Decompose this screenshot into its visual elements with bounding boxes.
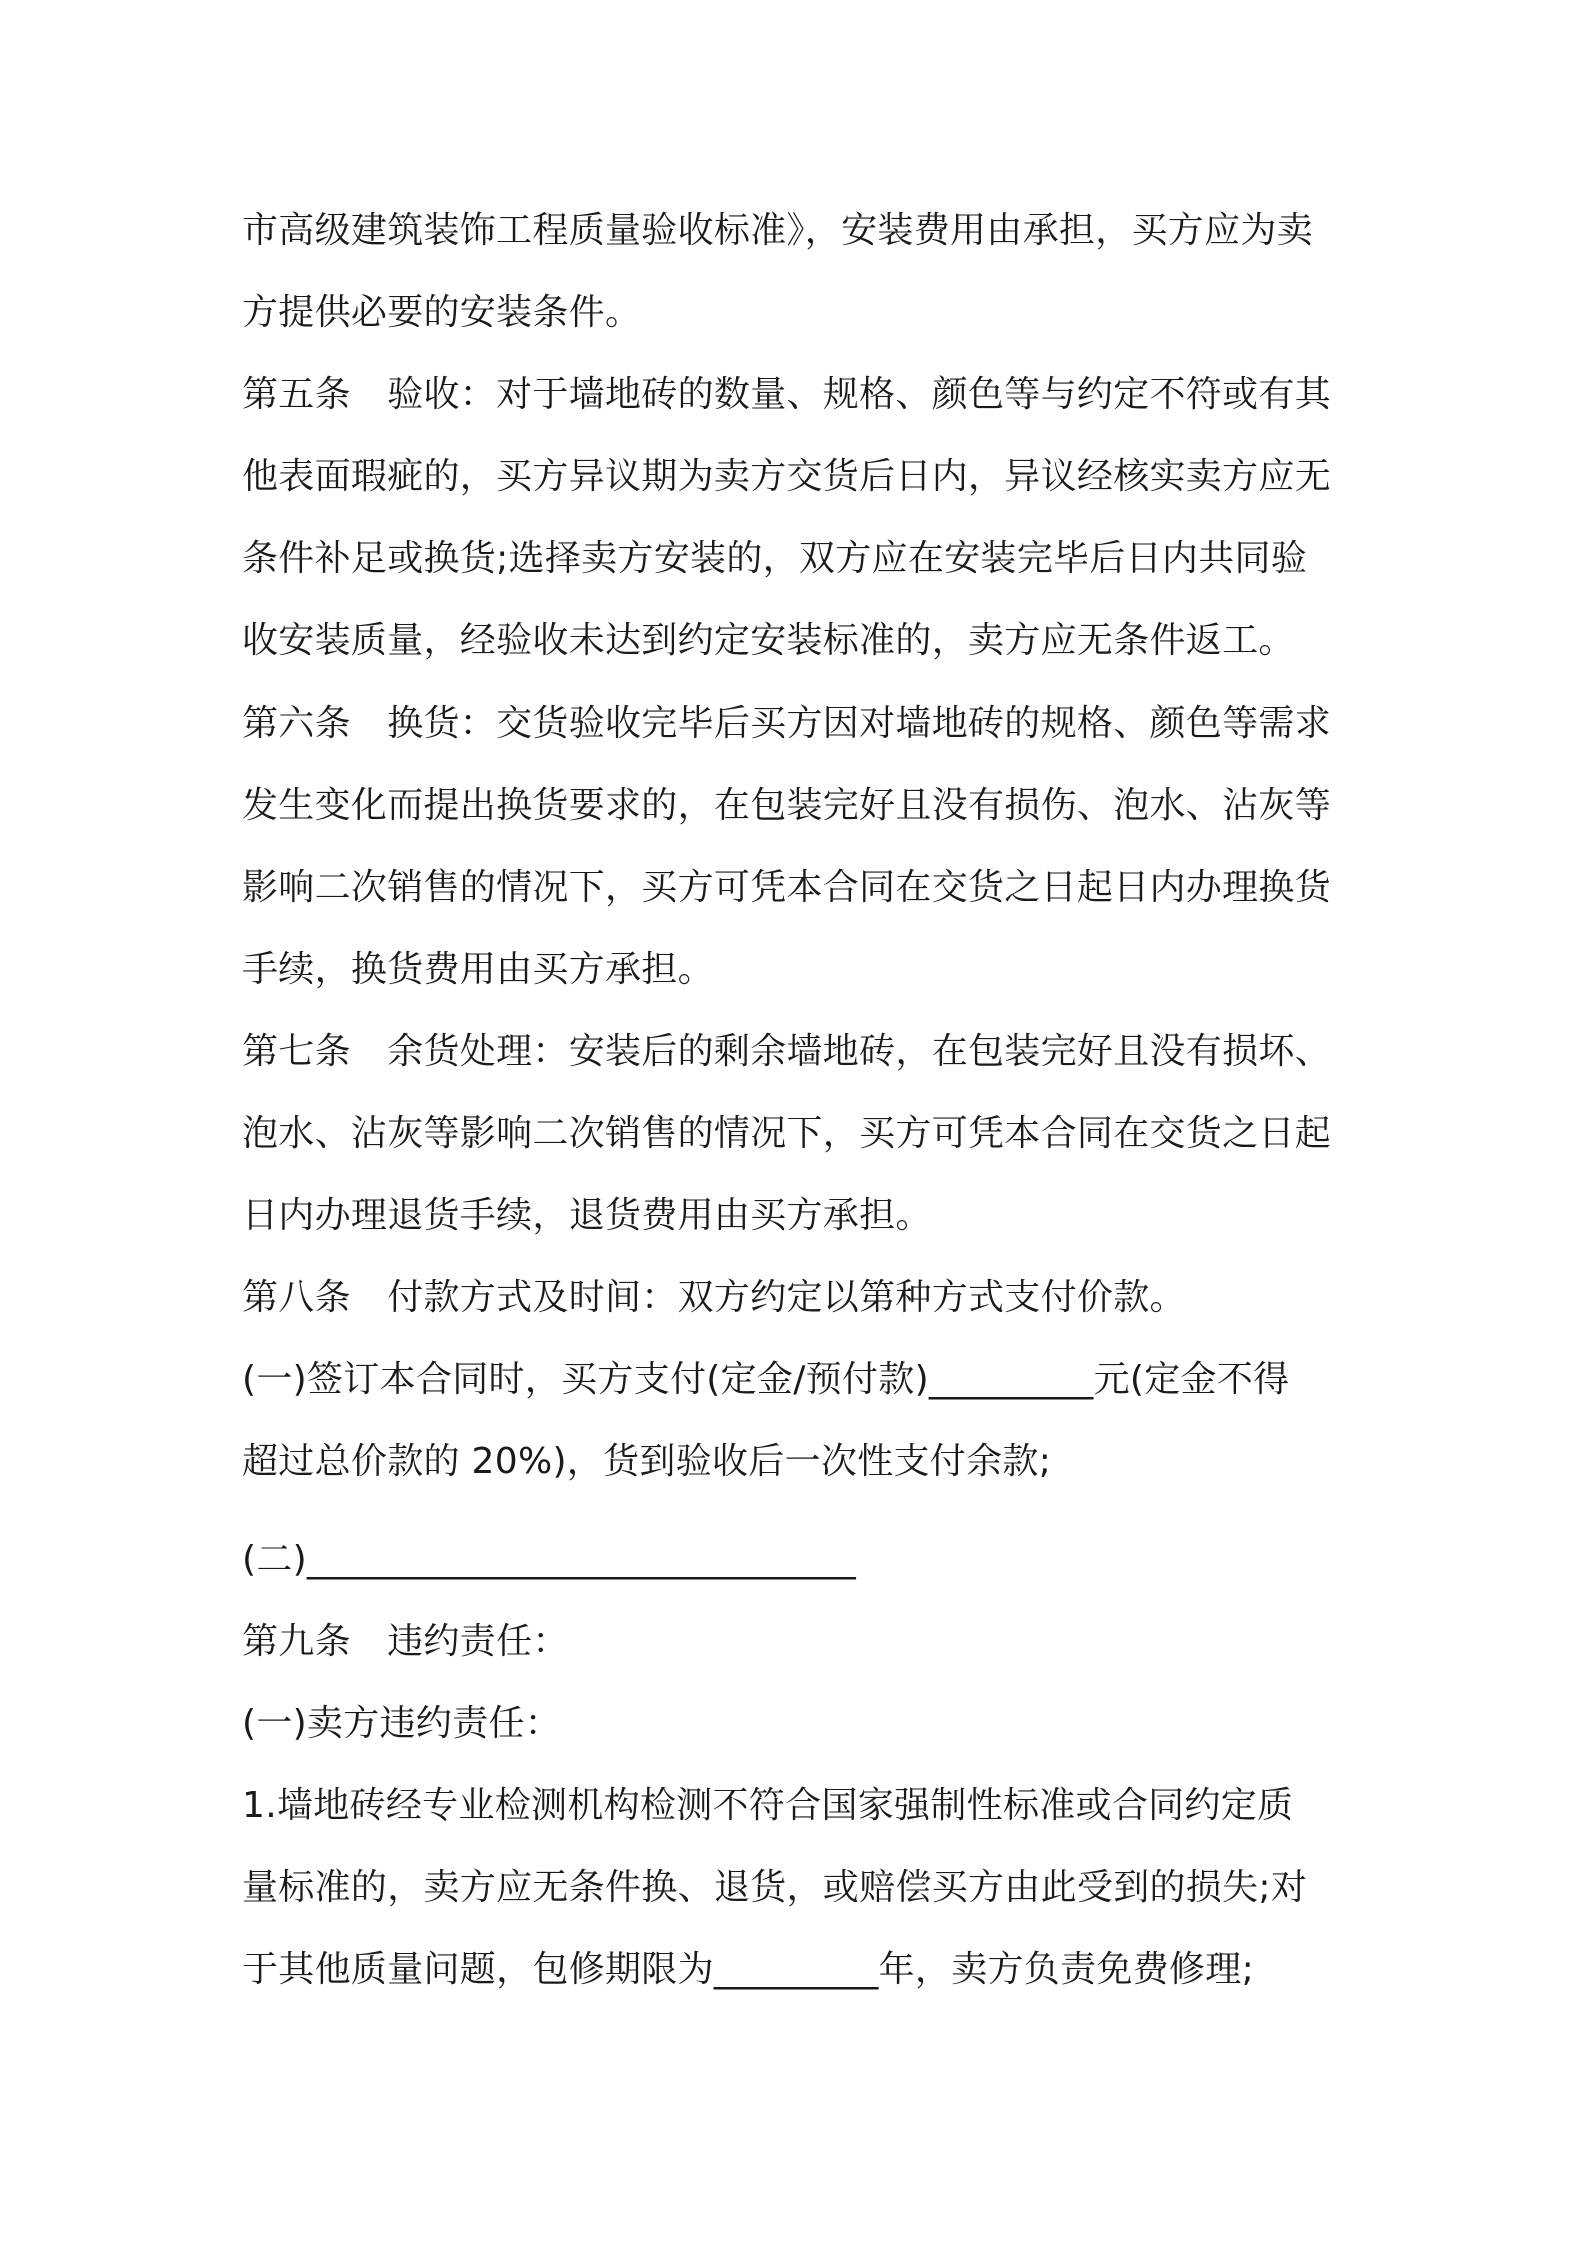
text-line: 日内办理退货手续，退货费用由买方承担。 — [242, 1195, 932, 1236]
text-line: 收安装质量，经验收未达到约定安装标准的，卖方应无条件返工。 — [242, 620, 1295, 661]
text-line: (一)签订本合同时，买方支付(定金/预付款)_________元(定金不得 — [242, 1359, 1290, 1400]
article-7-heading-line: 第七条 余货处理：安装后的剩余墙地砖，在包装完好且没有损坏、 — [242, 1031, 1332, 1072]
article-8-heading-line: 第八条 付款方式及时间：双方约定以第种方式支付价款。 — [242, 1277, 1186, 1318]
article-6-heading-line: 第六条 换货：交货验收完毕后买方因对墙地砖的规格、颜色等需求 — [242, 703, 1332, 744]
text-line: 市高级建筑装饰工程质量验收标准》，安装费用由承担，买方应为卖 — [242, 210, 1314, 251]
text-line: (二)______________________________ — [242, 1539, 856, 1580]
text-line: 量标准的，卖方应无条件换、退货，或赔偿买方由此受到的损失;对 — [242, 1867, 1308, 1908]
text-line: 泡水、沾灰等影响二次销售的情况下，买方可凭本合同在交货之日起 — [242, 1113, 1332, 1154]
article-9-heading-line: 第九条 违约责任： — [242, 1621, 569, 1662]
text-line: 超过总价款的 20%)，货到验收后一次性支付余款; — [242, 1441, 1052, 1482]
text-line: 发生变化而提出换货要求的，在包装完好且没有损伤、泡水、沾灰等 — [242, 785, 1332, 826]
text-line: (一)卖方违约责任： — [242, 1703, 562, 1744]
text-line: 于其他质量问题，包修期限为_________年，卖方负责免费修理; — [242, 1949, 1255, 1990]
text-line: 他表面瑕疵的，买方异议期为卖方交货后日内，异议经核实卖方应无 — [242, 456, 1332, 497]
text-line: 影响二次销售的情况下，买方可凭本合同在交货之日起日内办理换货 — [242, 867, 1332, 908]
text-line: 1.墙地砖经专业检测机构检测不符合国家强制性标准或合同约定质 — [242, 1785, 1294, 1826]
article-5-heading-line: 第五条 验收：对于墙地砖的数量、规格、颜色等与约定不符或有其 — [242, 374, 1332, 415]
text-line: 条件补足或换货;选择卖方安装的，双方应在安装完毕后日内共同验 — [242, 538, 1308, 579]
text-line: 方提供必要的安装条件。 — [242, 292, 642, 333]
text-line: 手续，换货费用由买方承担。 — [242, 949, 714, 990]
